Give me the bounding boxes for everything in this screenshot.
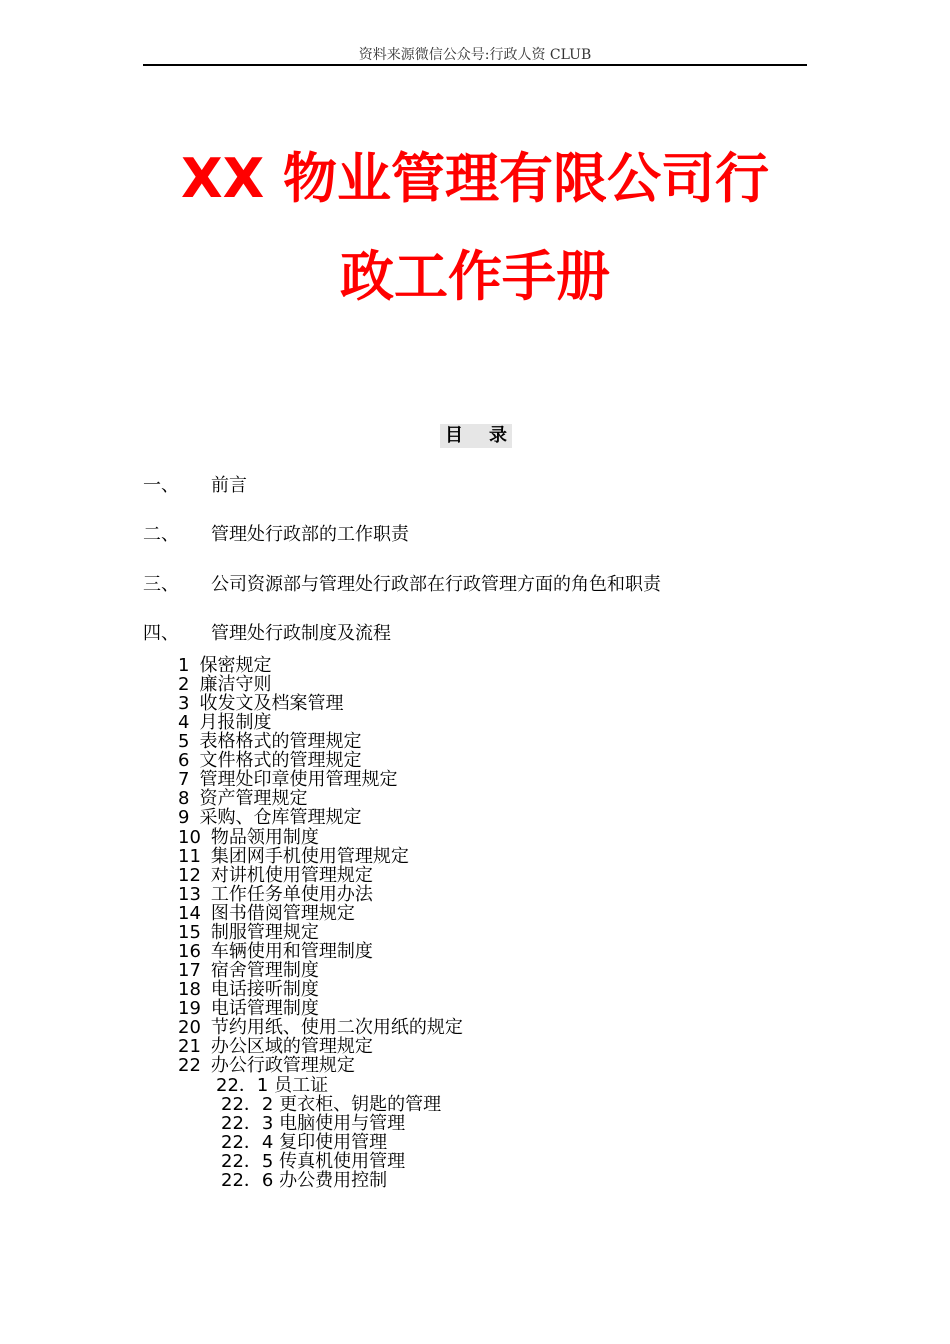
toc-item <box>178 980 319 999</box>
toc-item-label: 文件格式的管理规定 <box>199 750 362 771</box>
toc-item-label: 对讲机使用管理规定 <box>210 865 373 886</box>
toc-subitem: 22．2 更衣柜、钥匙的管理 <box>221 1094 442 1115</box>
toc-item-label: 物品领用制度 <box>210 827 319 848</box>
toc-item-number: 20 <box>178 1017 201 1038</box>
toc-item-number: 3 <box>178 693 190 714</box>
toc-item <box>178 847 409 866</box>
page-header: 资料来源微信公众号:行政人资 CLUB <box>358 47 592 63</box>
toc-item <box>178 904 355 923</box>
toc-subitem: 22．4 复印使用管理 <box>221 1132 388 1153</box>
toc-item <box>178 713 271 732</box>
toc-item-label: 收发文及档案管理 <box>199 693 344 714</box>
toc-section-number: 二、 <box>143 524 179 545</box>
toc-item-number: 15 <box>178 922 201 943</box>
toc-item-label: 宿舍管理制度 <box>210 960 319 981</box>
toc-item <box>178 1037 373 1056</box>
toc-item-label: 制服管理规定 <box>210 922 319 943</box>
toc-item-number: 5 <box>178 731 190 752</box>
toc-item-label: 办公行政管理规定 <box>210 1055 355 1076</box>
toc-item <box>178 866 373 885</box>
toc-item-number: 11 <box>178 846 201 867</box>
toc-item-number: 18 <box>178 979 201 1000</box>
toc-section-number: 一、 <box>143 475 179 496</box>
toc-item <box>178 961 319 980</box>
toc-item-label: 资产管理规定 <box>199 788 308 809</box>
toc-item <box>178 1056 355 1075</box>
toc-item-number: 19 <box>178 998 201 1019</box>
toc-item-number: 2 <box>178 674 190 695</box>
toc-subitem: 22．5 传真机使用管理 <box>221 1151 406 1172</box>
toc-section-label: 管理处行政制度及流程 <box>211 623 391 644</box>
toc-item-label: 电话接听制度 <box>210 979 319 1000</box>
toc-heading <box>440 424 512 448</box>
toc-item-number: 21 <box>178 1036 201 1057</box>
document-title-line-1: XX 物业管理有限公司行 <box>180 147 770 210</box>
toc-item <box>178 885 373 904</box>
toc-section-label: 前言 <box>211 475 247 496</box>
toc-item-number: 10 <box>178 827 201 848</box>
toc-section-label: 公司资源部与管理处行政部在行政管理方面的角色和职责 <box>211 574 661 595</box>
toc-item-label: 车辆使用和管理制度 <box>210 941 373 962</box>
toc-item-number: 12 <box>178 865 201 886</box>
toc-item-label: 保密规定 <box>199 655 272 676</box>
toc-item-label: 节约用纸、使用二次用纸的规定 <box>210 1017 463 1038</box>
toc-item-number: 4 <box>178 712 190 733</box>
toc-item <box>178 675 271 694</box>
toc-heading-right: 录 <box>489 425 507 446</box>
header-rule <box>143 64 807 66</box>
toc-item-number: 17 <box>178 960 201 981</box>
toc-item <box>178 694 343 713</box>
toc-item-number: 7 <box>178 769 190 790</box>
toc-section-number: 四、 <box>143 623 179 644</box>
toc-item <box>178 828 319 847</box>
toc-item <box>178 656 271 675</box>
toc-item <box>178 732 361 751</box>
toc-section-label: 管理处行政部的工作职责 <box>211 524 409 545</box>
toc-item-number: 9 <box>178 807 190 828</box>
toc-item-number: 14 <box>178 903 201 924</box>
toc-item <box>178 751 361 770</box>
toc-item-number: 1 <box>178 655 190 676</box>
toc-item-label: 集团网手机使用管理规定 <box>210 846 409 867</box>
toc-item-number: 13 <box>178 884 201 905</box>
toc-item <box>178 942 373 961</box>
toc-item <box>178 770 397 789</box>
toc-item-label: 工作任务单使用办法 <box>210 884 373 905</box>
toc-subitem: 22．3 电脑使用与管理 <box>221 1113 406 1134</box>
toc-item <box>178 999 319 1018</box>
toc-item <box>178 923 319 942</box>
toc-item-number: 8 <box>178 788 190 809</box>
toc-item-number: 6 <box>178 750 190 771</box>
toc-item-label: 月报制度 <box>199 712 272 733</box>
toc-item-label: 采购、仓库管理规定 <box>199 807 362 828</box>
toc-item-label: 廉洁守则 <box>199 674 272 695</box>
toc-item-label: 电话管理制度 <box>210 998 319 1019</box>
toc-section-number: 三、 <box>143 574 179 595</box>
toc-item <box>178 789 307 808</box>
toc-item <box>178 1018 463 1037</box>
toc-item-number: 16 <box>178 941 201 962</box>
toc-item <box>178 808 361 827</box>
document-title-line-2: 政工作手册 <box>340 245 610 308</box>
toc-item-label: 图书借阅管理规定 <box>210 903 355 924</box>
toc-subitem: 22．1 员工证 <box>216 1075 329 1096</box>
toc-item-label: 管理处印章使用管理规定 <box>199 769 398 790</box>
toc-item-label: 表格格式的管理规定 <box>199 731 362 752</box>
toc-heading-left: 目 <box>445 425 463 446</box>
toc-item-number: 22 <box>178 1055 201 1076</box>
toc-item-label: 办公区域的管理规定 <box>210 1036 373 1057</box>
toc-subitem: 22．6 办公费用控制 <box>221 1170 388 1191</box>
